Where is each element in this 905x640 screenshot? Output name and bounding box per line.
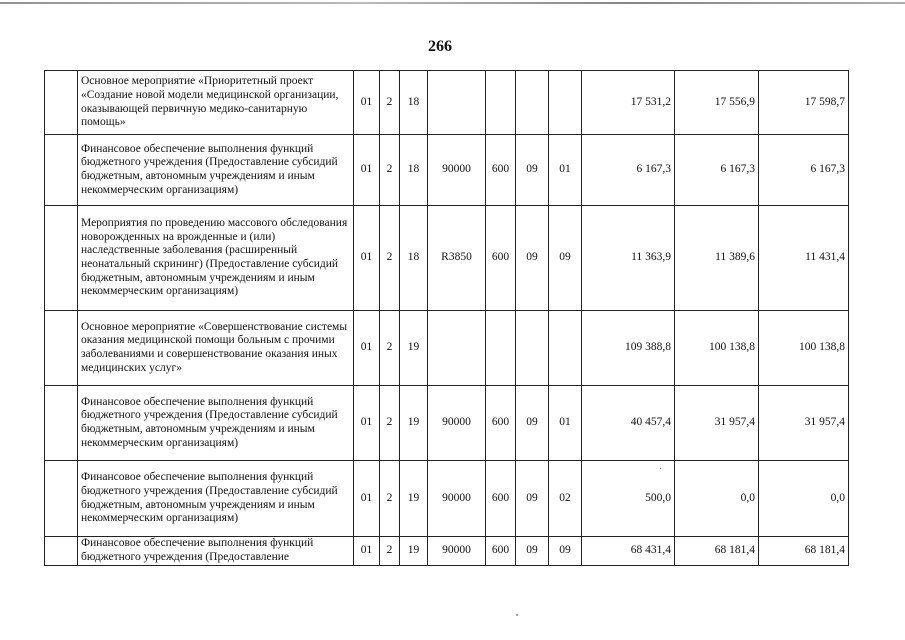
program-code: 01: [354, 206, 380, 311]
program-code: 01: [354, 537, 380, 566]
scan-speck: [660, 468, 661, 469]
activity-code: 19: [400, 461, 428, 537]
section-code: [516, 71, 549, 135]
activity-code: 18: [400, 206, 428, 311]
section-code: [516, 311, 549, 386]
amount-year-3: 17 598,7: [759, 71, 849, 135]
expense-type-code: 600: [486, 135, 516, 206]
row-marker-cell: [45, 71, 78, 135]
item-name: Финансовое обеспечение выполнения функций бюджетного учреждения (Предоставление субсидий бюджетным, автономным учреждениям и иным некоммерческим организациям): [78, 461, 354, 537]
amount-year-2: 17 556,9: [675, 71, 759, 135]
amount-year-1: 40 457,4: [582, 386, 675, 461]
scan-edge-line: [0, 2, 905, 4]
expense-type-code: 600: [486, 461, 516, 537]
item-name: Финансовое обеспечение выполнения функций бюджетного учреждения (Предоставление субсидий бюджетным, автономным учреждениям и иным некоммерческим организациям): [78, 386, 354, 461]
row-marker-cell: [45, 386, 78, 461]
program-code: 01: [354, 135, 380, 206]
row-marker-cell: [45, 461, 78, 537]
direction-code: 90000: [428, 461, 486, 537]
table-row: [45, 386, 849, 461]
amount-year-1: 500,0: [582, 461, 675, 537]
amount-year-1: 6 167,3: [582, 135, 675, 206]
section-code: 09: [516, 135, 549, 206]
subprogram-code: 2: [380, 537, 400, 566]
item-name: Финансовое обеспечение выполнения функций бюджетного учреждения (Предоставление: [78, 537, 354, 566]
table-row: [45, 537, 849, 566]
direction-code: 90000: [428, 135, 486, 206]
program-code: 01: [354, 386, 380, 461]
table-row: [45, 461, 849, 537]
budget-table: [44, 70, 849, 566]
subprogram-code: 2: [380, 311, 400, 386]
row-marker-cell: [45, 537, 78, 566]
amount-year-2: 0,0: [675, 461, 759, 537]
direction-code: [428, 311, 486, 386]
section-code: 09: [516, 461, 549, 537]
program-code: 01: [354, 71, 380, 135]
table-row: [45, 311, 849, 386]
amount-year-2: 6 167,3: [675, 135, 759, 206]
subsection-code: 09: [549, 206, 582, 311]
table-row: [45, 71, 849, 135]
direction-code: 90000: [428, 386, 486, 461]
amount-year-2: 68 181,4: [675, 537, 759, 566]
subprogram-code: 2: [380, 461, 400, 537]
activity-code: 19: [400, 386, 428, 461]
activity-code: 18: [400, 71, 428, 135]
table-row: [45, 206, 849, 311]
row-marker-cell: [45, 206, 78, 311]
expense-type-code: 600: [486, 386, 516, 461]
section-code: 09: [516, 206, 549, 311]
subsection-code: 02: [549, 461, 582, 537]
amount-year-3: 0,0: [759, 461, 849, 537]
amount-year-1: 68 431,4: [582, 537, 675, 566]
expense-type-code: 600: [486, 537, 516, 566]
section-code: 09: [516, 537, 549, 566]
amount-year-2: 100 138,8: [675, 311, 759, 386]
subsection-code: [549, 71, 582, 135]
subsection-code: 09: [549, 537, 582, 566]
section-code: 09: [516, 386, 549, 461]
item-name: Основное мероприятие «Совершенствование системы оказания медицинской помощи больным с прочими заболеваниями и совершенствование оказания иных медицинских услуг»: [78, 311, 354, 386]
direction-code: 90000: [428, 537, 486, 566]
amount-year-2: 11 389,6: [675, 206, 759, 311]
item-name: Основное мероприятие «Приоритетный проект «Создание новой модели медицинской организации, оказывающей первичную медико-санитарную помощь»: [78, 71, 354, 135]
subsection-code: [549, 311, 582, 386]
page-number: 266: [428, 38, 452, 55]
activity-code: 19: [400, 311, 428, 386]
item-name: Финансовое обеспечение выполнения функций бюджетного учреждения (Предоставление субсидий бюджетным, автономным учреждениям и иным некоммерческим организациям): [78, 135, 354, 206]
expense-type-code: [486, 71, 516, 135]
expense-type-code: [486, 311, 516, 386]
row-marker-cell: [45, 135, 78, 206]
amount-year-1: 11 363,9: [582, 206, 675, 311]
activity-code: 19: [400, 537, 428, 566]
item-name: Мероприятия по проведению массового обследования новорожденных на врожденные и (или) наследственные заболевания (расширенный неонатальный скрининг) (Предоставление субсидий бюджетным, автономным учреждениям и иным некоммерческим организациям): [78, 206, 354, 311]
amount-year-3: 68 181,4: [759, 537, 849, 566]
subsection-code: 01: [549, 386, 582, 461]
subprogram-code: 2: [380, 386, 400, 461]
subprogram-code: 2: [380, 135, 400, 206]
amount-year-3: 11 431,4: [759, 206, 849, 311]
amount-year-2: 31 957,4: [675, 386, 759, 461]
amount-year-1: 17 531,2: [582, 71, 675, 135]
direction-code: [428, 71, 486, 135]
scan-speck: [516, 614, 518, 616]
program-code: 01: [354, 461, 380, 537]
row-marker-cell: [45, 311, 78, 386]
program-code: 01: [354, 311, 380, 386]
expense-type-code: 600: [486, 206, 516, 311]
subprogram-code: 2: [380, 206, 400, 311]
amount-year-3: 100 138,8: [759, 311, 849, 386]
activity-code: 18: [400, 135, 428, 206]
amount-year-3: 6 167,3: [759, 135, 849, 206]
subprogram-code: 2: [380, 71, 400, 135]
amount-year-1: 109 388,8: [582, 311, 675, 386]
subsection-code: 01: [549, 135, 582, 206]
amount-year-3: 31 957,4: [759, 386, 849, 461]
direction-code: R3850: [428, 206, 486, 311]
table-row: [45, 135, 849, 206]
